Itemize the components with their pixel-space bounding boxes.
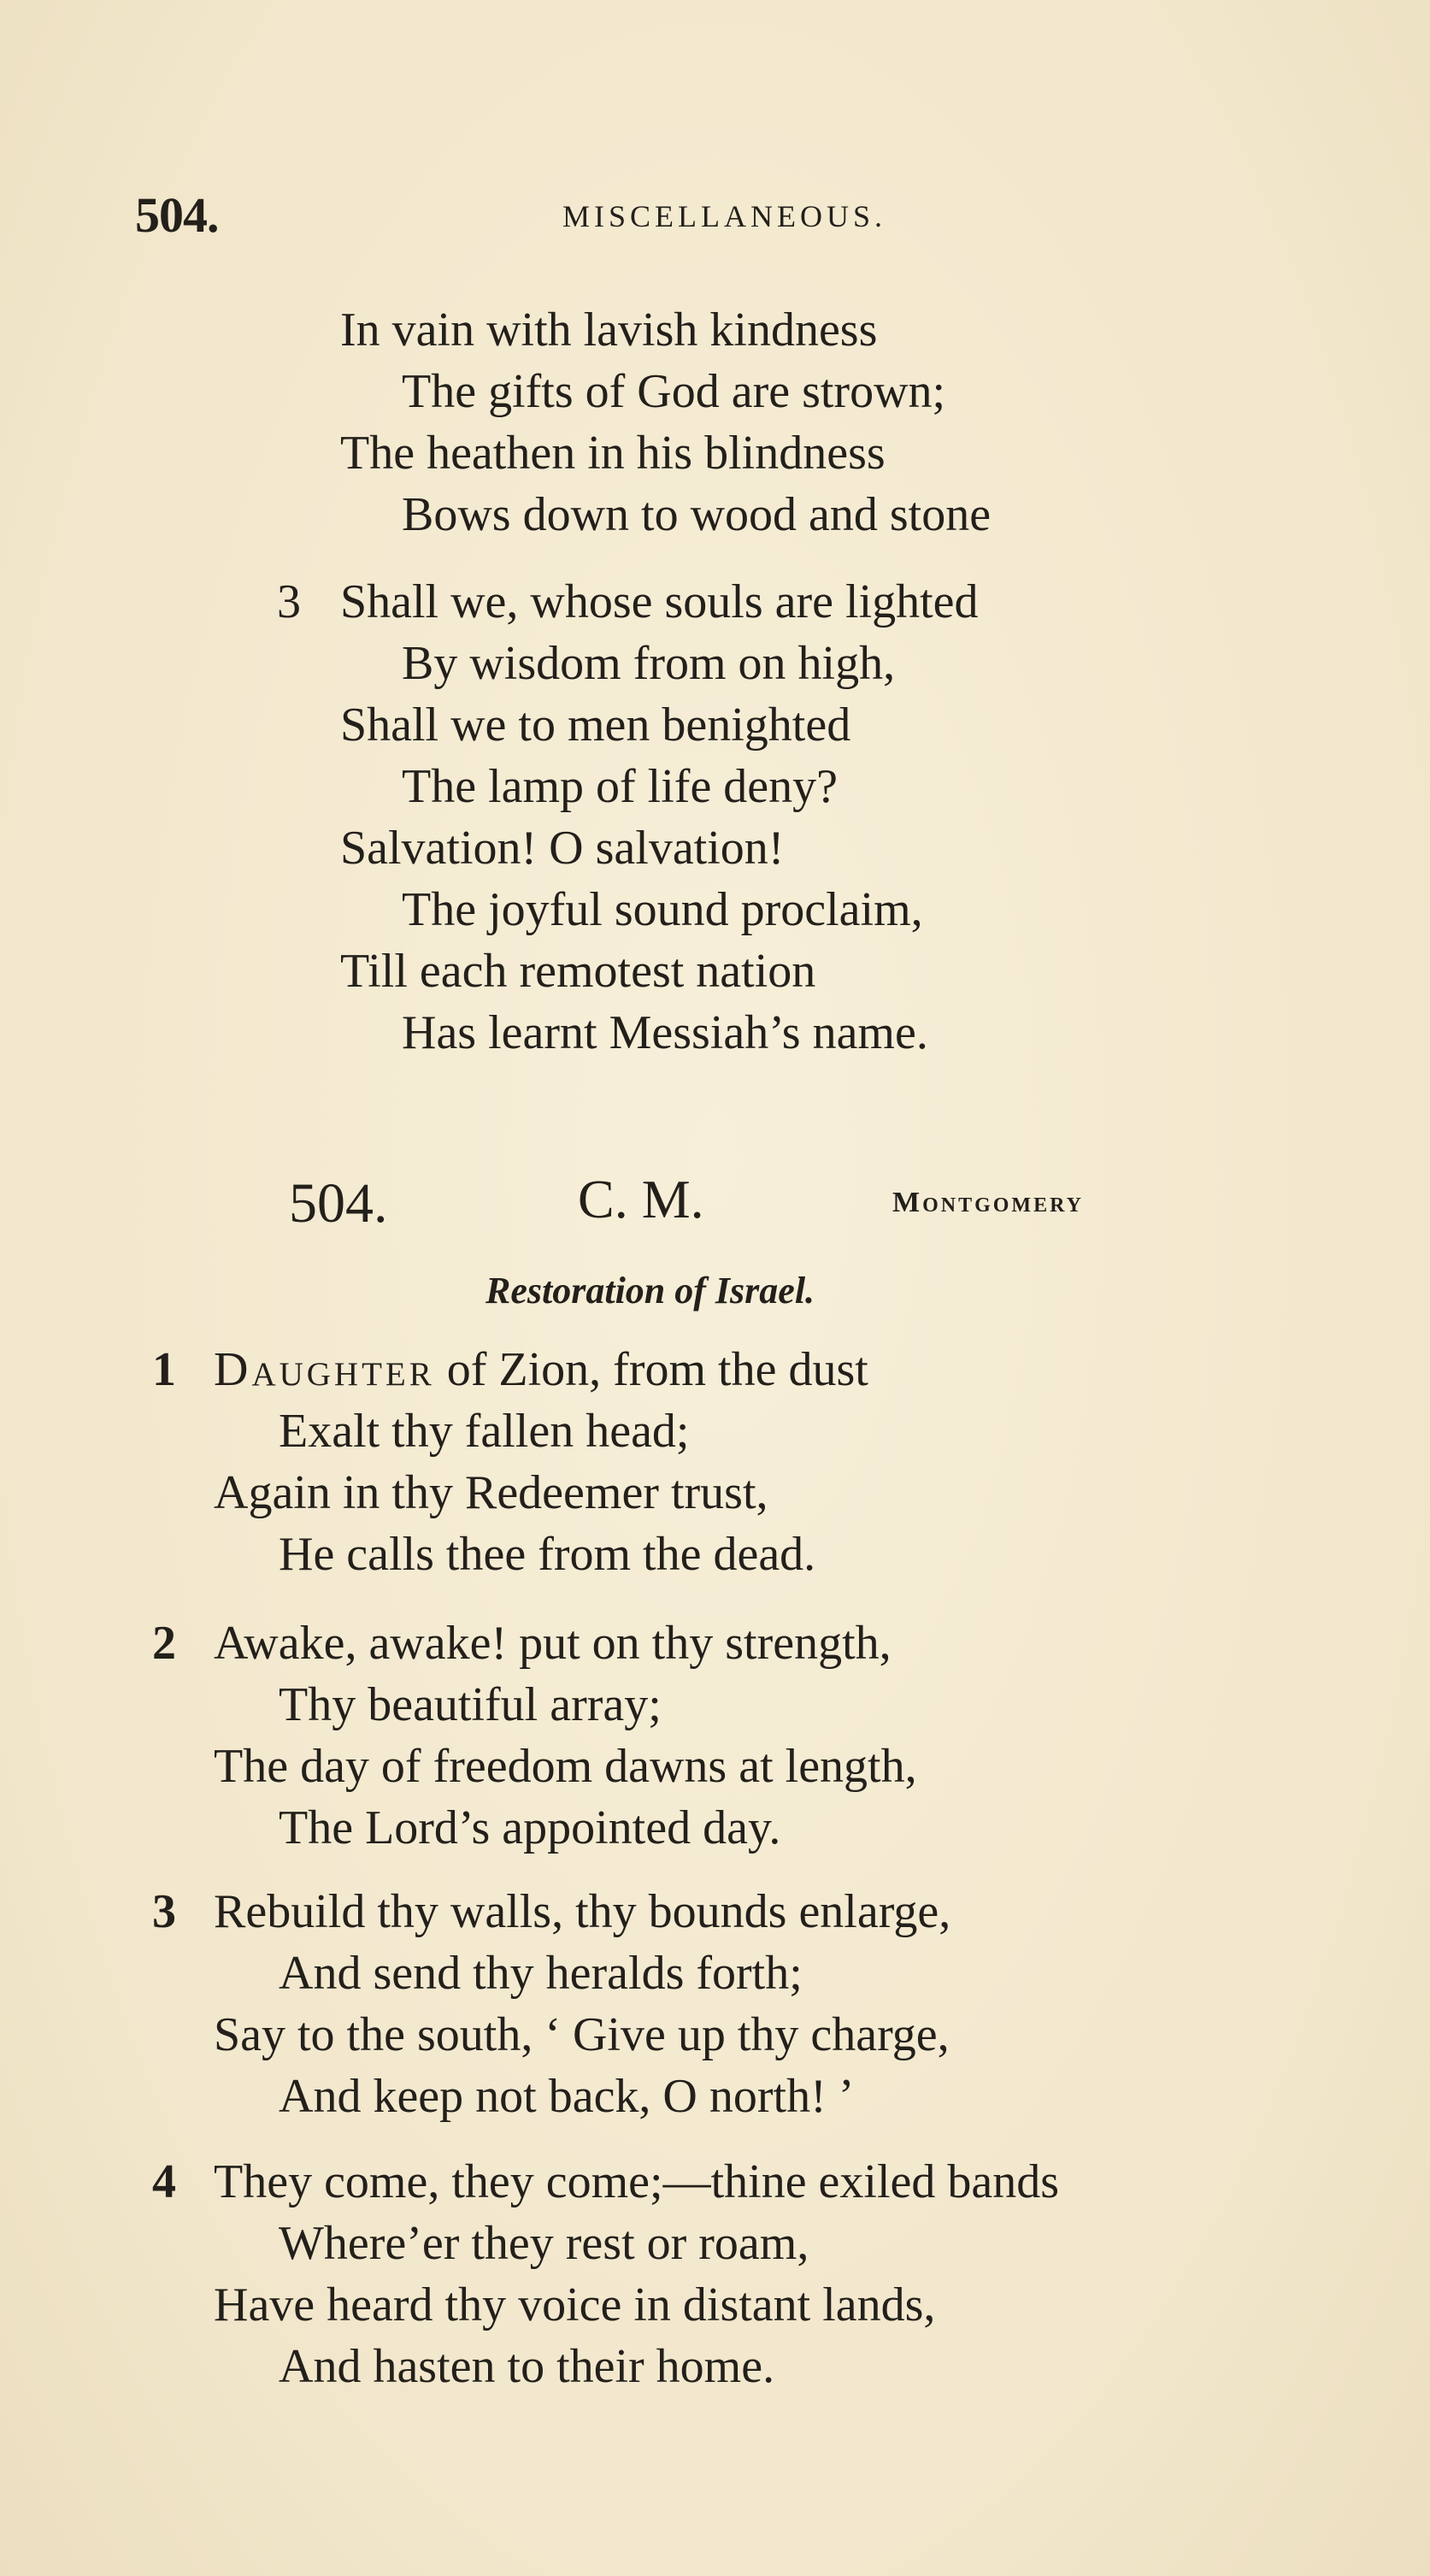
verse-line: He calls thee from the dead. (279, 1528, 816, 1581)
verse-line: In vain with lavish kindness (340, 304, 878, 357)
verse-line: Awake, awake! put on thy strength, (214, 1617, 892, 1670)
verse-line: Salvation! O salvation! (340, 822, 785, 875)
stanza-number: 3 (277, 575, 301, 628)
stanza-number: 1 (152, 1343, 176, 1396)
stanza-number: 3 (152, 1885, 176, 1938)
verse-line: By wisdom from on high, (402, 637, 896, 690)
verse-line: Till each remotest nation (340, 945, 816, 998)
hymn-author: Montgomery (892, 1187, 1084, 1218)
verse-line: The gifts of God are strown; (402, 365, 946, 418)
drop-word: Daughter (214, 1343, 435, 1396)
verse-line: Shall we to men benighted (340, 699, 851, 752)
verse-line: The joyful sound proclaim, (402, 883, 923, 936)
hymn-title: Restoration of Israel. (485, 1270, 815, 1312)
verse-line: Again in thy Redeemer trust, (214, 1466, 768, 1519)
hymn-meter: C. M. (578, 1169, 704, 1229)
hymn-number: 504. (289, 1172, 388, 1235)
verse-line: They come, they come;—thine exiled bands (214, 2155, 1060, 2208)
verse-line: And send thy heralds forth; (279, 1947, 803, 2000)
verse-line (214, 1343, 868, 1396)
verse-line: Has learnt Messiah’s name. (402, 1006, 928, 1059)
verse-line: Shall we, whose souls are lighted (340, 575, 979, 628)
verse-line: Where’er they rest or roam, (279, 2217, 809, 2270)
verse-line: Have heard thy voice in distant lands, (214, 2278, 936, 2331)
verse-line-rest: of Zion, from the dust (434, 1343, 868, 1396)
stanza-number: 2 (152, 1617, 176, 1670)
verse-line: The heathen in his blindness (340, 427, 886, 480)
stanza-number: 4 (152, 2155, 176, 2208)
verse-line: Say to the south, ‘ Give up thy charge, (214, 2008, 950, 2061)
verse-line: The day of freedom dawns at length, (214, 1740, 917, 1793)
verse-line: Thy beautiful array; (279, 1678, 662, 1731)
verse-line: Bows down to wood and stone (402, 488, 992, 541)
verse-line: The Lord’s appointed day. (279, 1801, 781, 1854)
verse-line: Exalt thy fallen head; (279, 1405, 690, 1458)
verse-line: And keep not back, O north! ’ (279, 2070, 855, 2123)
page-number: 504. (135, 187, 219, 243)
verse-line: And hasten to their home. (279, 2340, 775, 2393)
verse-line: Rebuild thy walls, thy bounds enlarge, (214, 1885, 951, 1938)
running-title: MISCELLANEOUS. (562, 199, 887, 233)
verse-line: The lamp of life deny? (402, 760, 839, 813)
